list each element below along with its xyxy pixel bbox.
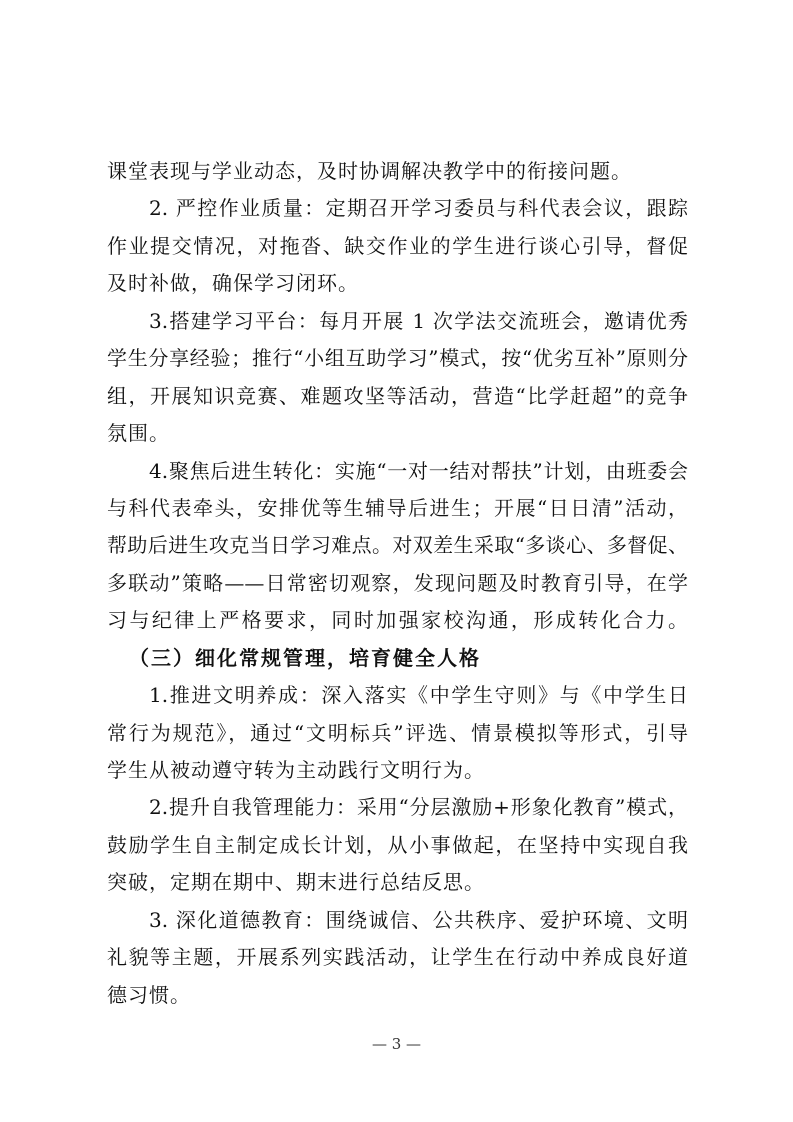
text-line: 3. 深化道德教育：围绕诚信、公共秩序、爱护环境、文明	[149, 907, 688, 932]
text-line: 礼貌等主题，开展系列实践活动，让学生在行动中养成良好道	[107, 945, 688, 970]
text-line: 4.聚焦后进生转化：实施“一对一结对帮扶”计划，由班委会	[149, 458, 688, 483]
document-body	[107, 153, 688, 1014]
text-line: 多联动”策略——日常密切观察，发现问题及时教育引导，在学	[107, 570, 688, 595]
text-line: 学生从被动遵守转为主动践行文明行为。	[107, 758, 485, 782]
text-line: 及时补做，确保学习闭环。	[107, 271, 359, 296]
text-line: 德习惯。	[107, 982, 191, 1007]
text-line: 作业提交情况，对拖沓、缺交作业的学生进行谈心引导，督促	[107, 233, 688, 258]
text-line: 2.提升自我管理能力：采用“分层激励+形象化教育”模式，	[149, 795, 688, 820]
text-line: 氛围。	[107, 421, 170, 446]
text-line: 习与纪律上严格要求，同时加强家校沟通，形成转化合力。	[107, 608, 688, 633]
text-line: 鼓励学生自主制定成长计划，从小事做起，在坚持中实现自我	[107, 832, 688, 857]
text-line: 帮助后进生攻克当日学习难点。对双差生采取“多谈心、多督促、	[107, 533, 688, 558]
text-line: 1.推进文明养成：深入落实《中学生守则》与《中学生日	[149, 683, 688, 708]
text-line: 与科代表牵头，安排优等生辅导后进生；开展“日日清”活动，	[107, 495, 688, 520]
text-line: 学生分享经验；推行“小组互助学习”模式，按“优劣互补”原则分	[107, 346, 688, 371]
text-line: 突破，定期在期中、期末进行总结反思。	[107, 870, 485, 895]
page-number: — 3 —	[371, 1035, 422, 1053]
text-line: 3.搭建学习平台：每月开展 1 次学法交流班会，邀请优秀	[149, 308, 688, 333]
text-line: 常行为规范》，通过“文明标兵”评选、情景模拟等形式，引导	[107, 720, 688, 745]
text-line: 组，开展知识竞赛、难题攻坚等活动，营造“比学赶超”的竞争	[107, 383, 688, 408]
text-line: 课堂表现与学业动态，及时协调解决教学中的衔接问题。	[107, 159, 632, 183]
section-heading: （三）细化常规管理，培育健全人格	[129, 645, 481, 670]
text-line: 2. 严控作业质量：定期召开学习委员与科代表会议，跟踪	[149, 196, 688, 221]
